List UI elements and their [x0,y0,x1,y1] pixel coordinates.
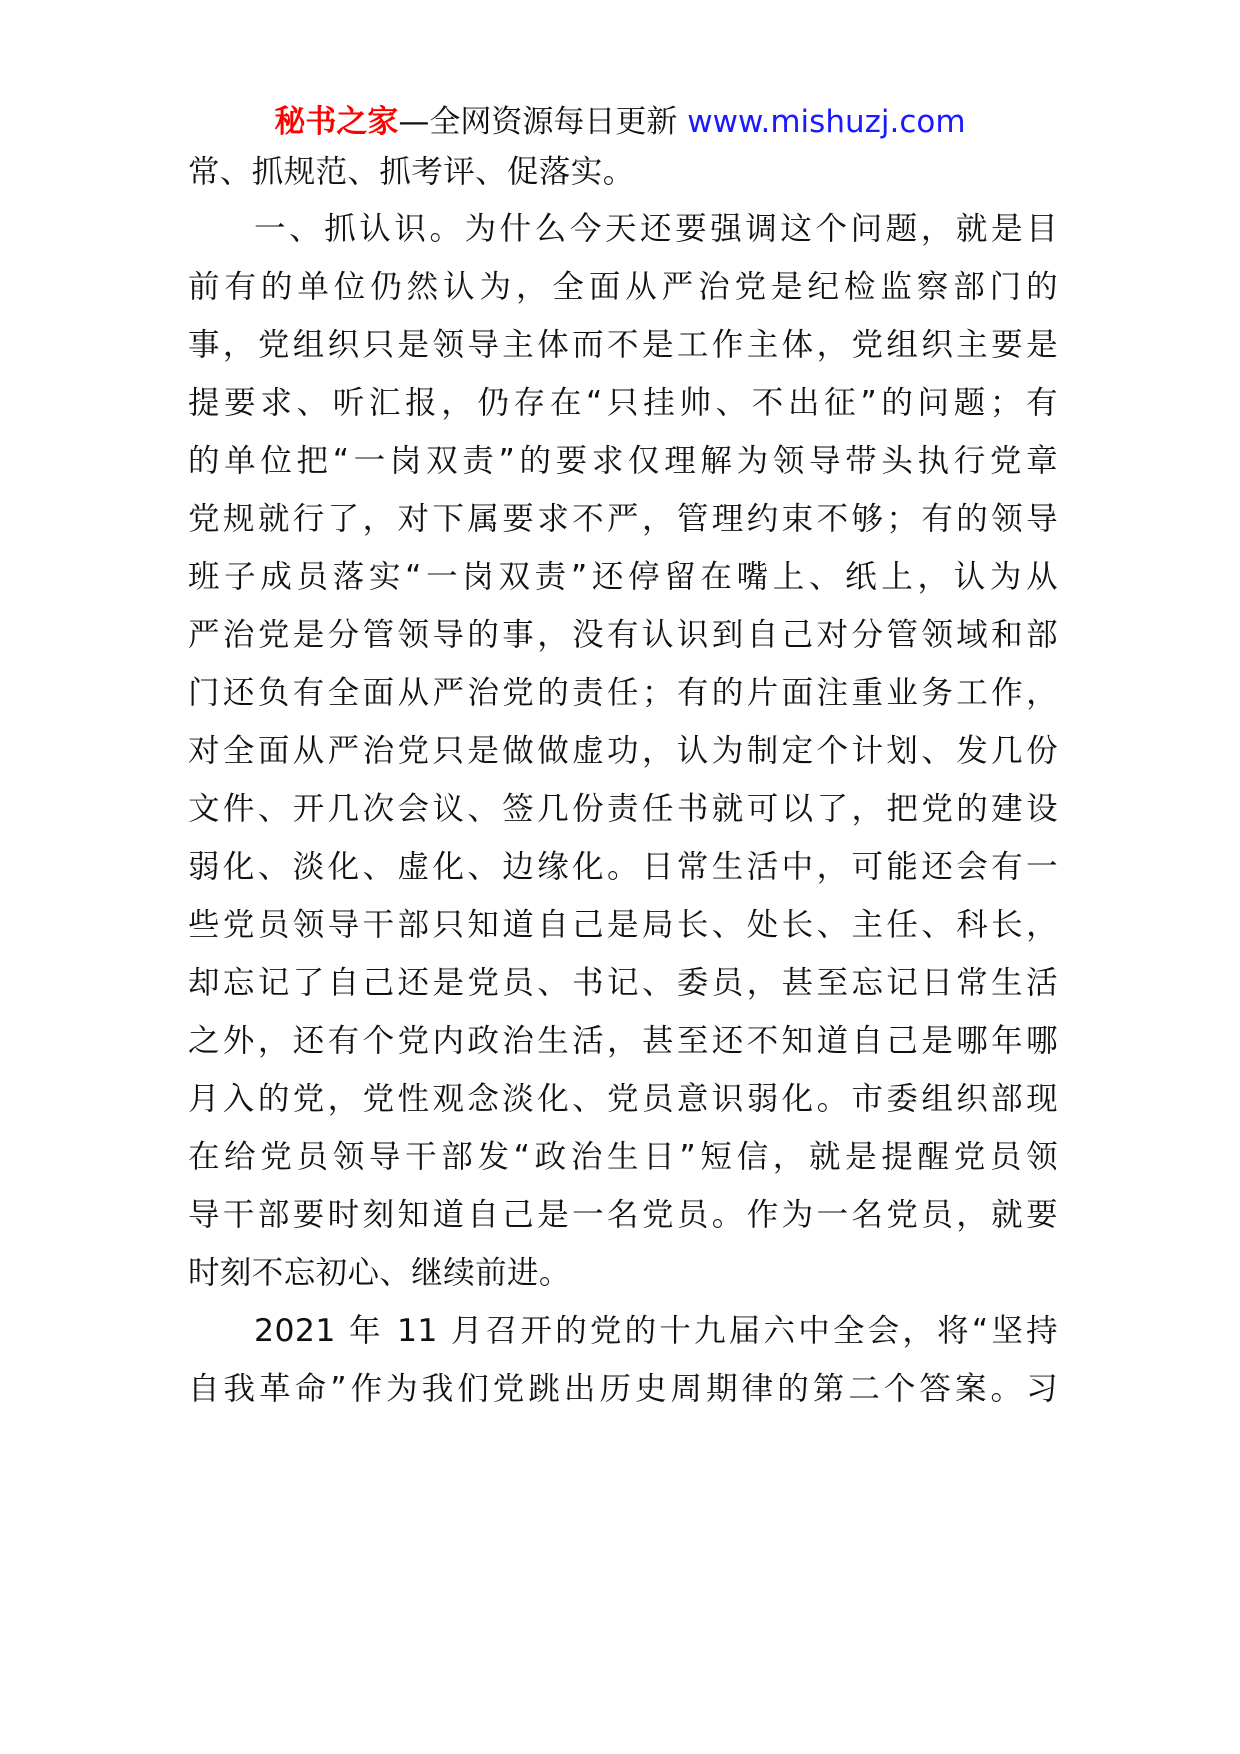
text-line: 严治党是分管领导的事，没有认识到自己对分管领域和部 [188,617,1058,653]
text-line: 事，党组织只是领导主体而不是工作主体，党组织主要是 [188,327,1058,363]
text-line: 导干部要时刻知道自己是一名党员。作为一名党员，就要 [188,1197,1058,1233]
text-line: 弱化、淡化、虚化、边缘化。日常生活中，可能还会有一 [188,849,1058,885]
text-line: 党规就行了，对下属要求不严，管理约束不够；有的领导 [188,501,1058,537]
text-line: 之外，还有个党内政治生活，甚至还不知道自己是哪年哪 [188,1023,1058,1059]
text-line: 些党员领导干部只知道自己是局长、处长、主任、科长， [188,907,1058,943]
text-line: 2021 年 11 月召开的党的十九届六中全会，将“坚持 [254,1313,1058,1349]
text-line: 时刻不忘初心、继续前进。 [188,1255,571,1291]
text-line: 月入的党，党性观念淡化、党员意识弱化。市委组织部现 [188,1081,1058,1117]
text-line: 一、抓认识。为什么今天还要强调这个问题，就是目 [254,211,1058,247]
header-tagline: —全网资源每日更新 [398,104,688,140]
text-line: 自我革命”作为我们党跳出历史周期律的第二个答案。习 [188,1371,1058,1407]
text-line: 提要求、听汇报，仍存在“只挂帅、不出征”的问题；有 [188,385,1058,421]
text-line: 对全面从严治党只是做做虚功，认为制定个计划、发几份 [188,733,1058,769]
text-line: 门还负有全面从严治党的责任；有的片面注重业务工作， [188,675,1058,711]
header-brand: 秘书之家 [274,104,399,140]
text-line: 文件、开几次会议、签几份责任书就可以了，把党的建设 [188,791,1058,827]
text-line: 前有的单位仍然认为，全面从严治党是纪检监察部门的 [188,269,1058,305]
text-line: 的单位把“一岗双责”的要求仅理解为领导带头执行党章 [188,443,1058,479]
page-header [0,100,1240,144]
text-line: 班子成员落实“一岗双责”还停留在嘴上、纸上，认为从 [188,559,1058,595]
text-line: 在给党员领导干部发“政治生日”短信，就是提醒党员领 [188,1139,1058,1175]
text-line: 常、抓规范、抓考评、促落实。 [188,154,635,190]
header-url-link[interactable]: www.mishuzj.com [687,104,966,140]
text-line: 却忘记了自己还是党员、书记、委员，甚至忘记日常生活 [188,965,1058,1001]
